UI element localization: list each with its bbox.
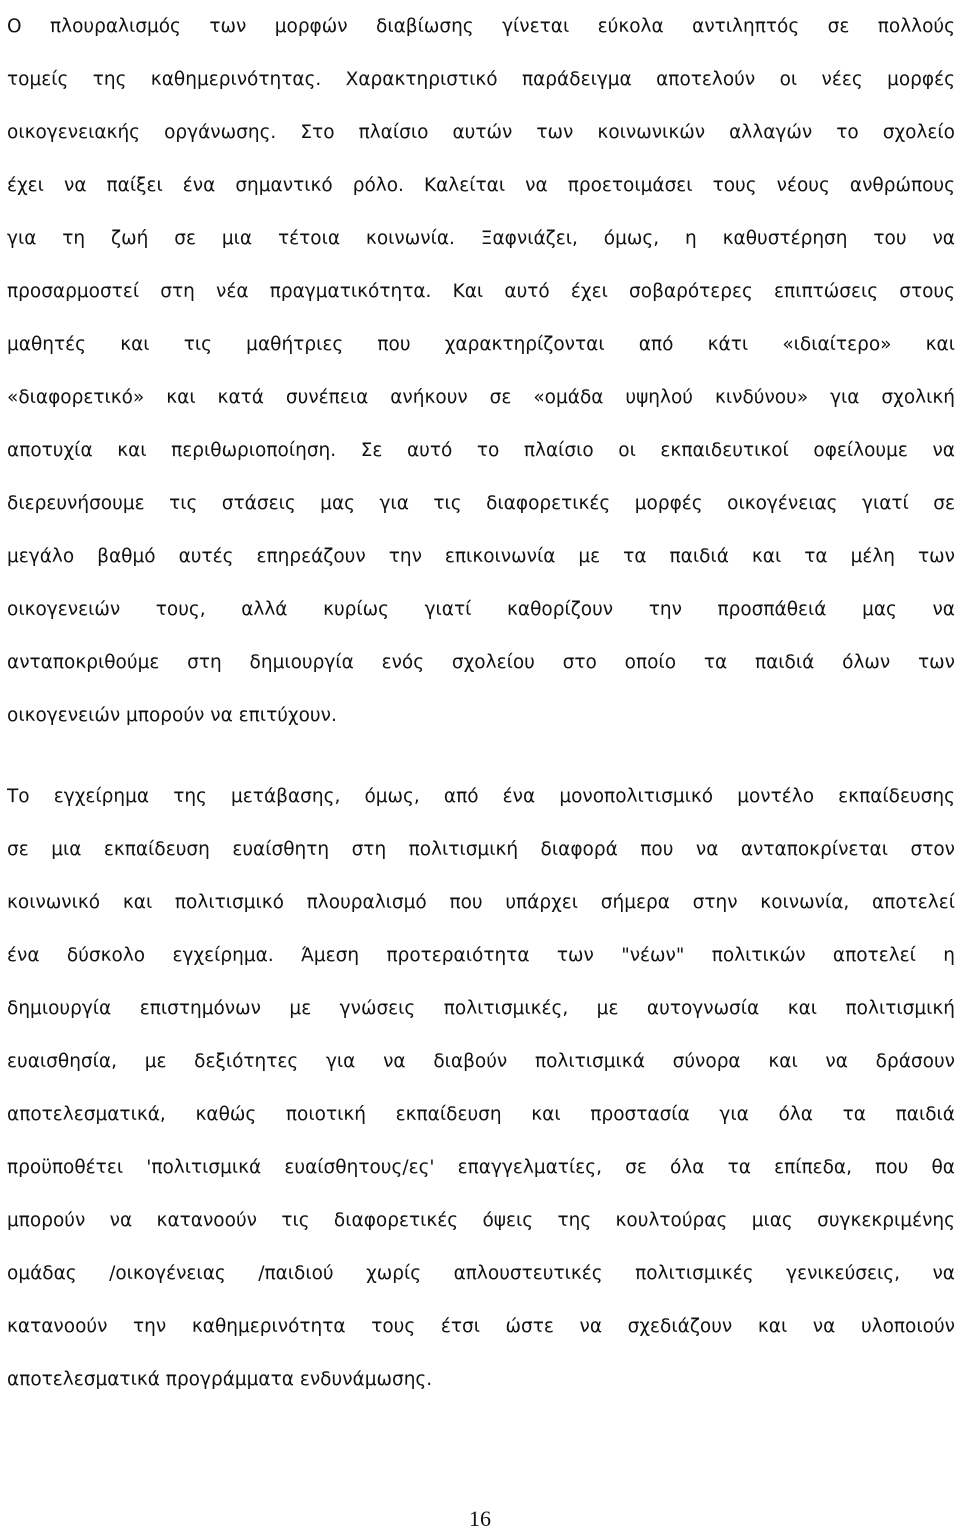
text-line: αποτυχία και περιθωριοποίηση. Σε αυτό το πλαίσιο οι εκπαιδευτικοί οφείλουμε να	[7, 440, 955, 461]
text-line: τομείς της καθημερινότητας. Χαρακτηριστικό παράδειγμα αποτελούν οι νέες μορφές	[7, 69, 955, 90]
text-line: οικογενειών τους, αλλά κυρίως γιατί καθορίζουν την προσπάθειά μας να	[7, 599, 955, 620]
text-line: διερευνήσουμε τις στάσεις μας για τις διαφορετικές μορφές οικογένειας γιατί σε	[7, 493, 955, 514]
text-line: κατανοούν την καθημερινότητα τους έτσι ώστε να σχεδιάζουν και να υλοποιούν	[7, 1316, 955, 1337]
text-line: «διαφορετικό» και κατά συνέπεια ανήκουν σε «ομάδα υψηλού κινδύνου» για σχολική	[7, 387, 955, 408]
text-line: σε μια εκπαίδευση ευαίσθητη στη πολιτισμική διαφορά που να ανταποκρίνεται στον	[7, 839, 955, 860]
text-line: ευαισθησία, με δεξιότητες για να διαβούν πολιτισμικά σύνορα και να δράσουν	[7, 1051, 955, 1072]
text-line: μαθητές και τις μαθήτριες που χαρακτηρίζονται από κάτι «ιδιαίτερο» και	[7, 334, 955, 355]
text-line: αποτελεσματικά, καθώς ποιοτική εκπαίδευση και προστασία για όλα τα παιδιά	[7, 1104, 955, 1125]
text-line: κοινωνικό και πολιτισμικό πλουραλισμό που υπάρχει σήμερα στην κοινωνία, αποτελεί	[7, 892, 955, 913]
text-line: προϋποθέτει 'πολιτισμικά ευαίσθητους/ες' επαγγελματίες, σε όλα τα επίπεδα, που θα	[7, 1157, 955, 1178]
text-line: Το εγχείρημα της μετάβασης, όμως, από ένα μονοπολιτισμικό μοντέλο εκπαίδευσης	[7, 786, 955, 807]
text-line: οικογενειακής οργάνωσης. Στο πλαίσιο αυτών των κοινωνικών αλλαγών το σχολείο	[7, 122, 955, 143]
text-line: για τη ζωή σε μια τέτοια κοινωνία. Ξαφνιάζει, όμως, η καθυστέρηση του να	[7, 228, 955, 249]
text-line: δημιουργία επιστημόνων με γνώσεις πολιτισμικές, με αυτογνωσία και πολιτισμική	[7, 998, 955, 1019]
text-line: οικογενειών μπορούν να επιτύχουν.	[7, 705, 337, 726]
text-line: μπορούν να κατανοούν τις διαφορετικές όψεις της κουλτούρας μιας συγκεκριμένης	[7, 1210, 955, 1231]
page-number: 16	[469, 1506, 491, 1531]
text-line: Ο πλουραλισμός των μορφών διαβίωσης γίνεται εύκολα αντιληπτός σε πολλούς	[7, 16, 955, 37]
text-line: μεγάλο βαθμό αυτές επηρεάζουν την επικοινωνία με τα παιδιά και τα μέλη των	[7, 546, 955, 567]
paragraph-family-pluralism	[7, 0, 955, 742]
text-line: έχει να παίξει ένα σημαντικό ρόλο. Καλείται να προετοιμάσει τους νέους ανθρώπους	[7, 175, 955, 196]
text-line: ανταποκριθούμε στη δημιουργία ενός σχολείου στο οποίο τα παιδιά όλων των	[7, 652, 955, 673]
paragraph-spacer	[7, 742, 955, 770]
text-line: αποτελεσματικά προγράμματα ενδυνάμωσης.	[7, 1369, 433, 1390]
text-line: ομάδας /οικογένειας /παιδιού χωρίς απλουστευτικές πολιτισμικές γενικεύσεις, να	[7, 1263, 955, 1284]
paragraph-cultural-education	[7, 770, 955, 1406]
text-line: προσαρμοστεί στη νέα πραγματικότητα. Και αυτό έχει σοβαρότερες επιπτώσεις στους	[7, 281, 955, 302]
document-body	[7, 0, 955, 1406]
text-line: ένα δύσκολο εγχείρημα. Άμεση προτεραιότητα των "νέων" πολιτικών αποτελεί η	[7, 945, 955, 966]
